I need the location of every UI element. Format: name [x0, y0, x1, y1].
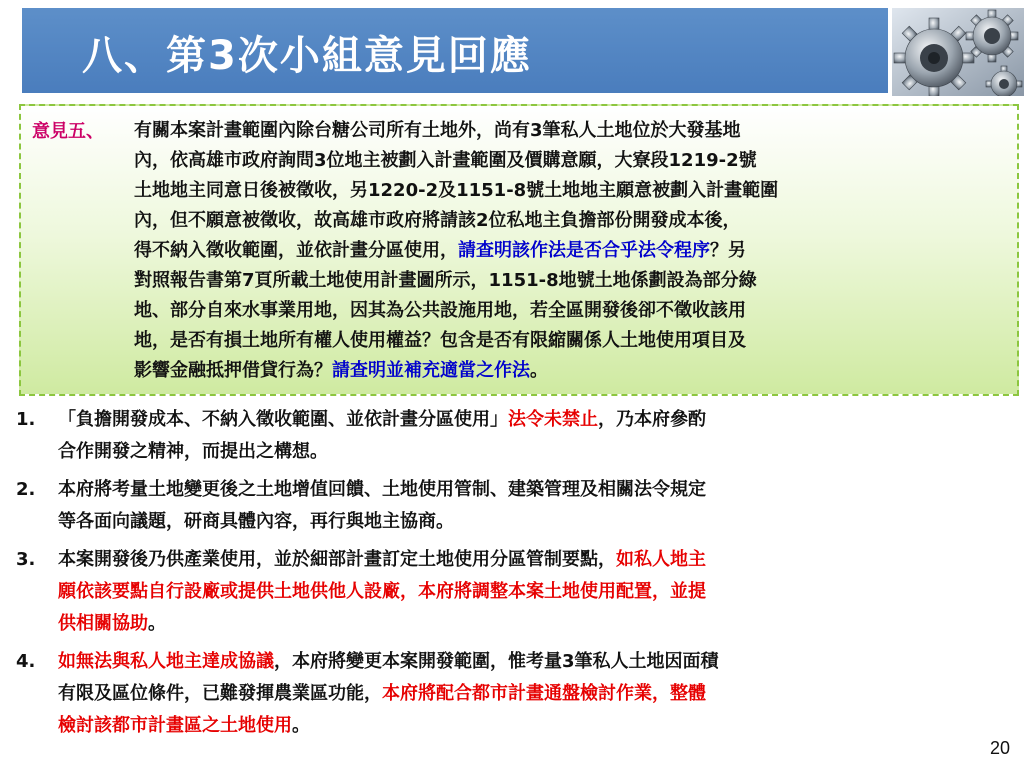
list-item-text — [58, 474, 719, 538]
opinion-line — [134, 176, 778, 206]
list-item — [16, 646, 719, 742]
text-segment: 內，但不願意被徵收，故高雄市政府將請該2位私地主負擔部份開發成本後， — [134, 210, 741, 231]
text-segment: 。 — [292, 715, 310, 736]
text-segment: 等各面向議題，研商具體內容，再行與地主協商。 — [58, 511, 454, 532]
list-item — [16, 544, 719, 640]
text-segment: 本府將考量土地變更後之土地增值回饋、土地使用管制、建築管理及相關法令規定 — [58, 479, 706, 500]
opinion-box — [19, 104, 1019, 396]
text-segment: 內，依高雄市政府詢問3位地主被劃入計畫範圍及價購意願，大寮段1219-2號 — [134, 150, 757, 171]
list-item-number: 2. — [16, 479, 36, 500]
page-number: 20 — [989, 738, 1010, 758]
text-segment: 有關本案計畫範圍內除台糖公司所有土地外，尚有3筆私人土地位於大發基地 — [134, 120, 741, 141]
opinion-line — [134, 206, 778, 236]
highlighted-text: 法令未禁止 — [508, 409, 598, 430]
list-item-line — [58, 710, 719, 742]
list-item-line — [58, 506, 719, 538]
text-segment: 。 — [148, 613, 166, 634]
highlighted-text: 願依該要點自行設廠或提供土地供他人設廠，本府將調整本案土地使用配置，並提 — [58, 581, 706, 602]
opinion-text — [134, 116, 778, 386]
text-segment: 地、部分自來水事業用地，因其為公共設施用地，若全區開發後卻不徵收該用 — [134, 300, 746, 321]
opinion-label: 意見五、 — [32, 121, 104, 142]
list-item-line — [58, 608, 719, 640]
text-segment: ，乃本府參酌 — [598, 409, 706, 430]
list-item-line — [58, 436, 719, 468]
text-segment: 合作開發之精神，而提出之構想。 — [58, 441, 328, 462]
list-item-line — [58, 544, 719, 576]
list-item-text — [58, 646, 719, 742]
response-list — [16, 404, 719, 748]
gears-image — [892, 8, 1024, 96]
list-item-line — [58, 678, 719, 710]
highlighted-text: 如無法與私人地主達成協議 — [58, 651, 274, 672]
text-segment: 「負擔開發成本、不納入徵收範圍、並依計畫分區使用」 — [58, 409, 508, 430]
opinion-line — [134, 146, 778, 176]
list-item-text — [58, 544, 719, 640]
text-segment: 。 — [530, 360, 548, 381]
highlighted-text: 請查明並補充適當之作法 — [332, 360, 530, 381]
highlighted-text: 供相關協助 — [58, 613, 148, 634]
highlighted-text: 請查明該作法是否合乎法令程序 — [458, 240, 710, 261]
list-item-line — [58, 474, 719, 506]
opinion-line — [134, 236, 778, 266]
text-segment: 影響金融抵押借貸行為？ — [134, 360, 332, 381]
list-item — [16, 404, 719, 468]
text-segment: ？另 — [710, 240, 746, 261]
list-item-line — [58, 646, 719, 678]
list-item-number: 1. — [16, 409, 36, 430]
list-item-text — [58, 404, 719, 468]
title-bar — [22, 8, 888, 93]
text-segment: 土地地主同意日後被徵收，另1220-2及1151-8號土地地主願意被劃入計畫範圍 — [134, 180, 779, 201]
text-segment: 地，是否有損土地所有權人使用權益？包含是否有限縮關係人土地使用項目及 — [134, 330, 746, 351]
opinion-line — [134, 356, 778, 386]
opinion-line — [134, 116, 778, 146]
highlighted-text: 如私人地主 — [616, 549, 706, 570]
highlighted-text: 檢討該都市計畫區之土地使用 — [58, 715, 292, 736]
opinion-line — [134, 266, 778, 296]
highlighted-text: 本府將配合都市計畫通盤檢討作業，整體 — [382, 683, 706, 704]
list-item-number: 3. — [16, 549, 36, 570]
text-segment: 得不納入徵收範圍，並依計畫分區使用， — [134, 240, 458, 261]
list-item-line — [58, 576, 719, 608]
list-item-line — [58, 404, 719, 436]
list-item-number: 4. — [16, 651, 36, 672]
text-segment: 對照報告書第7頁所載土地使用計畫圖所示，1151-8地號土地係劃設為部分綠 — [134, 270, 757, 291]
text-segment: ，本府將變更本案開發範圍，惟考量3筆私人土地因面積 — [274, 651, 719, 672]
text-segment: 本案開發後乃供產業使用，並於細部計畫訂定土地使用分區管制要點， — [58, 549, 616, 570]
opinion-line — [134, 326, 778, 356]
text-segment: 有限及區位條件，已難發揮農業區功能， — [58, 683, 382, 704]
list-item — [16, 474, 719, 538]
opinion-line — [134, 296, 778, 326]
page-title: 八、第3次小組意見回應 — [82, 33, 532, 79]
